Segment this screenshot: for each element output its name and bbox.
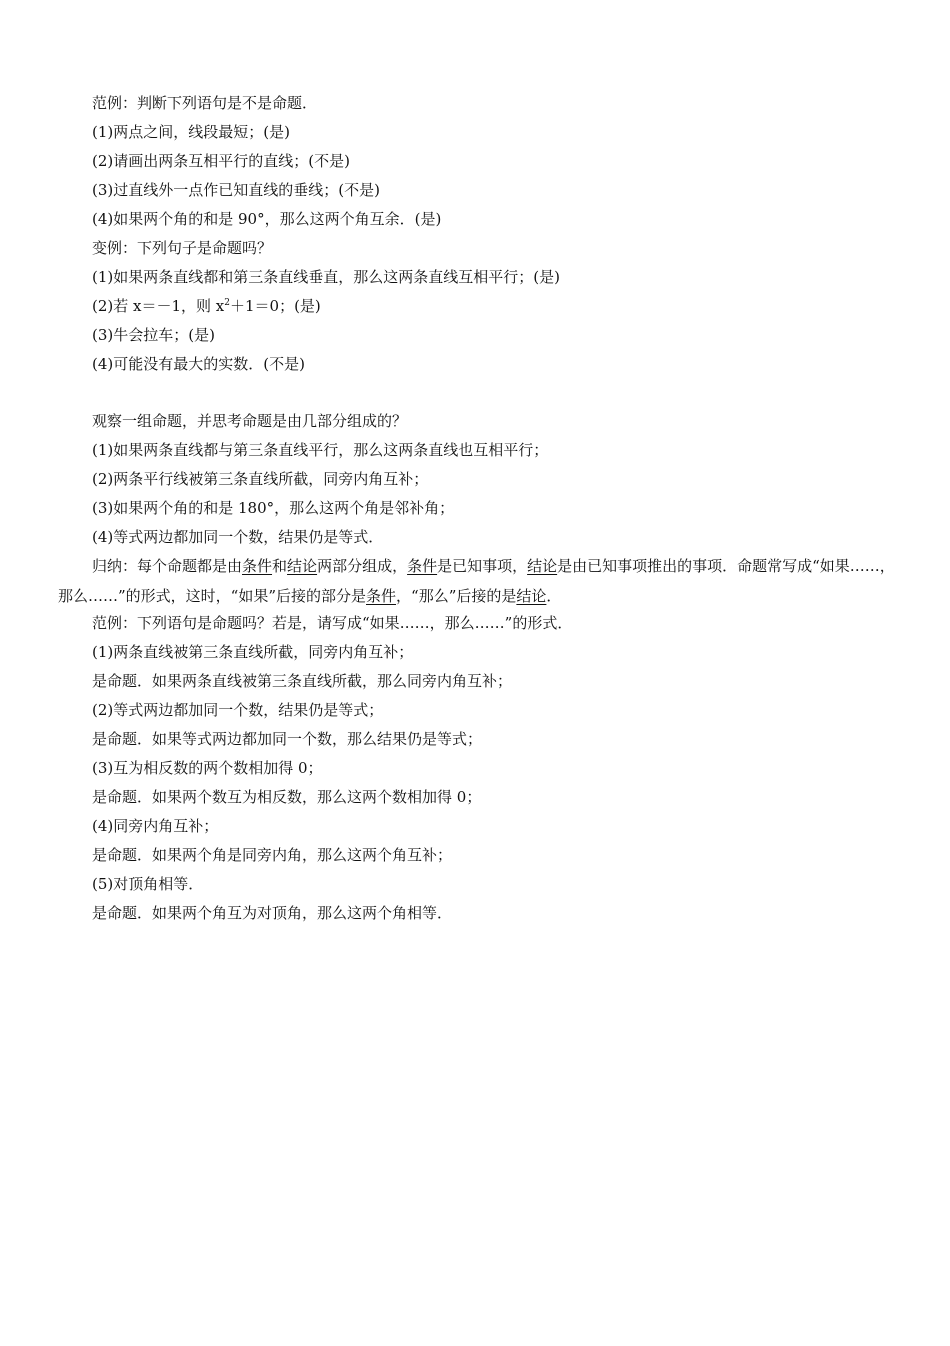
example2-line-9: (5)对顶角相等． xyxy=(92,875,204,893)
example-item-3: (3)过直线外一点作已知直线的垂线；(不是) xyxy=(92,181,380,199)
variant-item-1: (1)如果两条直线都和第三条直线垂直，那么这两条直线互相平行；(是) xyxy=(92,268,560,286)
example-item-2: (2)请画出两条互相平行的直线；(不是) xyxy=(92,152,350,170)
example2-line-3: (2)等式两边都加同一个数，结果仍是等式； xyxy=(92,701,384,719)
summary-paragraph xyxy=(58,551,896,611)
example-title: 范例：判断下列语句是不是命题． xyxy=(92,94,318,112)
example2-line-8: 是命题．如果两个角是同旁内角，那么这两个角互补； xyxy=(92,846,453,864)
summary-text-7: ． xyxy=(546,587,562,605)
keyword-condition: 条件 xyxy=(366,587,397,605)
keyword-condition: 条件 xyxy=(242,557,273,575)
summary-text-1: 归纳：每个命题都是由 xyxy=(92,557,243,575)
example-item-4: (4)如果两个角的和是 90°，那么这两个角互余．(是) xyxy=(92,210,442,228)
example2-line-10: 是命题．如果两个角互为对顶角，那么这两个角相等． xyxy=(92,904,453,922)
example2-line-7: (4)同旁内角互补； xyxy=(92,817,219,835)
keyword-conclusion: 结论 xyxy=(527,557,558,575)
observe-item-3: (3)如果两个角的和是 180°，那么这两个角是邻补角； xyxy=(92,499,455,517)
summary-text-5: 是由已知事项推出的事项．命题常写成“如果……，那么……”的形式，这时，“如果”后接的部分是 xyxy=(58,557,895,605)
observe-item-1: (1)如果两条直线都与第三条直线平行，那么这两条直线也互相平行； xyxy=(92,441,549,459)
variant-item-4: (4)可能没有最大的实数．(不是) xyxy=(92,355,305,373)
example2-line-4: 是命题．如果等式两边都加同一个数，那么结果仍是等式； xyxy=(92,730,483,748)
summary-text-3: 两部分组成， xyxy=(317,557,408,575)
summary-text-4: 是已知事项， xyxy=(437,557,528,575)
keyword-conclusion: 结论 xyxy=(287,557,318,575)
observe-title: 观察一组命题，并思考命题是由几部分组成的？ xyxy=(92,412,408,430)
variant-title: 变例：下列句子是命题吗？ xyxy=(92,239,273,257)
example-item-1: (1)两点之间，线段最短；(是) xyxy=(92,123,290,141)
summary-text-2: 和 xyxy=(272,557,288,575)
example2-title: 范例：下列语句是命题吗？若是，请写成“如果……，那么……”的形式． xyxy=(92,614,573,632)
variant-item-2-pre: (2)若 x＝－1，则 x xyxy=(92,297,225,315)
variant-item-2 xyxy=(92,296,321,316)
observe-item-2: (2)两条平行线被第三条直线所截，同旁内角互补； xyxy=(92,470,429,488)
example2-line-1: (1)两条直线被第三条直线所截，同旁内角互补； xyxy=(92,643,414,661)
keyword-conclusion: 结论 xyxy=(516,587,547,605)
observe-item-4: (4)等式两边都加同一个数，结果仍是等式． xyxy=(92,528,384,546)
example2-line-2: 是命题．如果两条直线被第三条直线所截，那么同旁内角互补； xyxy=(92,672,513,690)
example2-line-5: (3)互为相反数的两个数相加得 0； xyxy=(92,759,323,777)
keyword-condition: 条件 xyxy=(407,557,438,575)
variant-item-2-post: ＋1＝0；(是) xyxy=(229,297,321,315)
example2-line-6: 是命题．如果两个数互为相反数，那么这两个数相加得 0； xyxy=(92,788,482,806)
summary-text-6: ，“那么”后接的是 xyxy=(396,587,517,605)
variant-item-3: (3)牛会拉车；(是) xyxy=(92,326,215,344)
exponent: 2 xyxy=(224,298,230,308)
